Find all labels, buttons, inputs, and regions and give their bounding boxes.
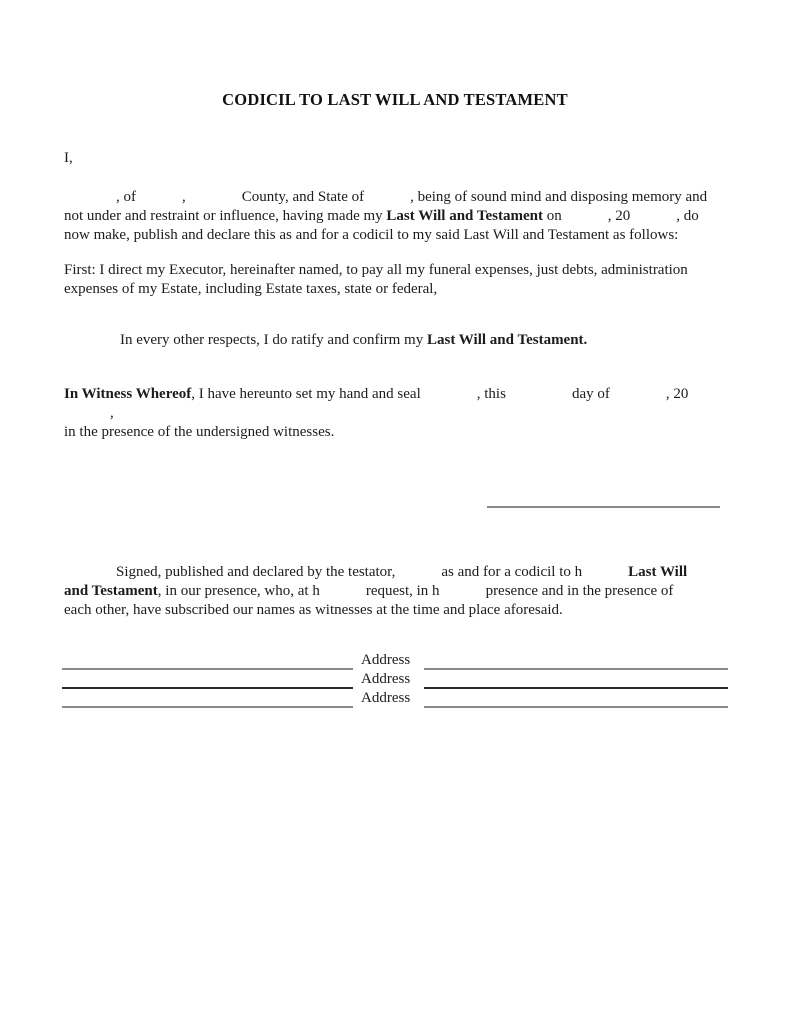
attestation-line1-bold: Last Will [628, 564, 688, 580]
opening-line2-a: not under and restraint or influence, having made my [64, 208, 383, 225]
ratify-bold: Last Will and Testament. [426, 332, 588, 348]
address-label-2: Address [361, 671, 411, 687]
opening-paragraph [64, 188, 710, 246]
attestation-line1-a: Signed, published and declared by the testator, [116, 564, 396, 580]
witness-signature-line-1[interactable] [62, 668, 353, 670]
opening-line1-b: , [182, 189, 186, 205]
salutation-text: I, [64, 150, 73, 166]
opening-line3: now make, publish and declare this as and for a codicil to my said Last Will and Testament as follows: [64, 227, 679, 244]
first-clause-line1: First: I direct my Executor, hereinafter named, to pay all my funeral expenses, just debts, administration [64, 262, 688, 278]
witness-whereof-line1-e: , [110, 405, 114, 422]
witness-address-line-1[interactable] [424, 668, 728, 670]
opening-line2-d: , do [676, 208, 699, 225]
first-clause-line2: expenses of my Estate, including Estate taxes, state or federal, [64, 281, 438, 298]
page-title: CODICIL TO LAST WILL AND TESTAMENT [222, 90, 568, 109]
witness-whereof-bold: In Witness Whereof [64, 386, 192, 402]
attestation-line2-b: request, in h [365, 583, 440, 600]
attestation-paragraph [64, 563, 710, 621]
opening-line2-bold: Last Will and Testament [386, 208, 543, 225]
witness-signature-line-2[interactable] [62, 687, 353, 689]
witness-address-line-2[interactable] [424, 687, 728, 689]
witness-whereof-paragraph [64, 385, 710, 443]
ratify-clause-paragraph [64, 331, 710, 350]
witness-whereof-line1-c: day of [571, 386, 610, 402]
attestation-line2-bold: and Testament [64, 583, 158, 600]
ratify-text: In every other respects, I do ratify and confirm my [120, 332, 424, 348]
witness-signature-line-3[interactable] [62, 706, 353, 708]
opening-salutation [64, 149, 710, 168]
opening-line2-c: , 20 [607, 208, 631, 225]
attestation-line2-a: , in our presence, who, at h [157, 583, 320, 600]
opening-line2-b: on [546, 208, 562, 225]
address-label-1: Address [361, 652, 411, 668]
attestation-line1-b: as and for a codicil to h [441, 564, 583, 580]
opening-line1-d: , being of sound mind and disposing memory and [410, 189, 708, 205]
opening-line1-a: , of [116, 189, 136, 205]
witness-whereof-line1-d: , 20 [665, 386, 689, 402]
address-label-3: Address [361, 690, 411, 706]
attestation-line3: each other, have subscribed our names as witnesses at the time and place aforesaid. [64, 602, 563, 619]
opening-line1-c: County, and State of [241, 189, 365, 205]
witness-whereof-line2: in the presence of the undersigned witnesses. [64, 424, 335, 441]
testator-signature-line[interactable] [487, 506, 720, 508]
witness-whereof-line1-b: , this [476, 386, 506, 402]
witness-whereof-line1-a: , I have hereunto set my hand and seal [191, 386, 421, 402]
first-clause-paragraph [64, 261, 710, 299]
witness-address-line-3[interactable] [424, 706, 728, 708]
attestation-line2-c: presence and in the presence of [485, 583, 674, 600]
